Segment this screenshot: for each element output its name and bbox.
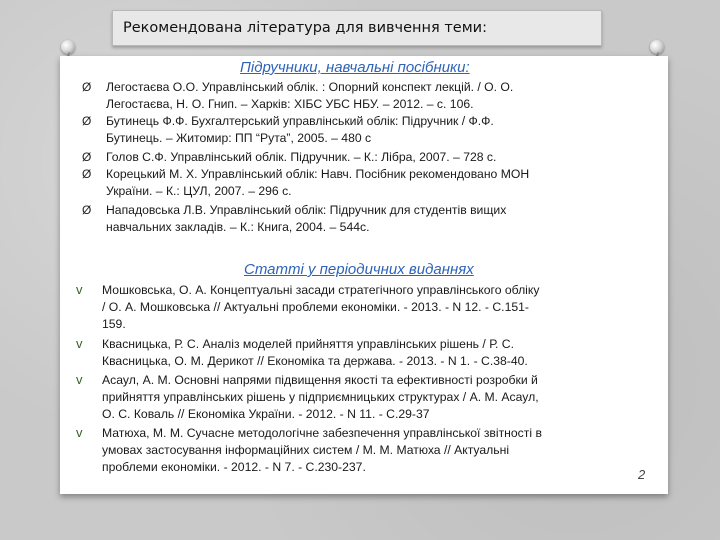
- textbooks-heading: Підручники, навчальні посібники:: [240, 59, 470, 76]
- articles-heading: Статті у періодичних виданнях: [244, 261, 474, 278]
- textbook-line: Бутинець Ф.Ф. Бухгалтерський управлінський облік: Підручник / Ф.Ф.: [106, 114, 494, 128]
- slide-title-bar: [112, 10, 602, 46]
- textbook-item: [106, 149, 496, 166]
- article-line: Мошковська, О. А. Концептуальні засади стратегічного управлінського обліку: [102, 283, 540, 297]
- textbook-line: Легостаєва, Н. О. Гнип. – Харків: ХІБС УБС НБУ. – 2012. – с. 106.: [106, 96, 474, 111]
- article-item: [102, 425, 542, 475]
- arrow-bullet-icon: Ø: [82, 80, 92, 94]
- article-line: проблеми економіки. - 2012. - N 7. - С.230-237.: [102, 459, 366, 474]
- arrow-bullet-icon: Ø: [82, 150, 92, 164]
- arrow-bullet-icon: Ø: [82, 167, 92, 181]
- article-line: Матюха, М. М. Сучасне методологічне забезпечення управлінської звітності в: [102, 426, 542, 440]
- textbook-line: України. – К.: ЦУЛ, 2007. – 296 с.: [106, 183, 292, 198]
- article-line: Асаул, А. М. Основні напрями підвищення якості та ефективності розробки й: [102, 373, 538, 387]
- textbook-line: Корецький М. Х. Управлінський облік: Навч. Посібник рекомендовано МОН: [106, 167, 530, 181]
- diamond-bullet-icon: v: [76, 336, 83, 351]
- arrow-bullet-icon: Ø: [82, 114, 92, 128]
- diamond-bullet-icon: v: [76, 425, 83, 440]
- article-line: 159.: [102, 316, 126, 331]
- page-number: 2: [638, 467, 646, 482]
- article-item: [102, 282, 539, 332]
- textbook-item: [106, 166, 529, 200]
- article-line: / О. А. Мошковська // Актуальні проблеми економіки. - 2013. - N 12. - С.151-: [102, 299, 529, 314]
- textbook-line: навчальних закладів. – К.: Книга, 2004. – 544с.: [106, 219, 370, 234]
- slide-title: Рекомендована література для вивчення теми:: [123, 20, 487, 36]
- textbook-line: Голов С.Ф. Управлінський облік. Підручник. – К.: Лібра, 2007. – 728 с.: [106, 150, 497, 164]
- pushpin-right-icon: [650, 40, 664, 54]
- article-item: [102, 336, 528, 370]
- diamond-bullet-icon: v: [76, 372, 83, 387]
- article-line: умовах застосування інформаційних систем / М. М. Матюха // Актуальні: [102, 442, 510, 457]
- textbook-line: Бутинець. – Житомир: ПП “Рута”, 2005. – 480 с: [106, 130, 372, 145]
- textbook-line: Нападовська Л.В. Управлінський облік: Підручник для студентів вищих: [106, 203, 507, 217]
- content-sheet: [60, 56, 668, 494]
- article-line: Квасницька, О. М. Дерикот // Економіка та держава. - 2013. - N 1. - С.38-40.: [102, 353, 528, 368]
- article-line: Квасницька, Р. С. Аналіз моделей прийняття управлінських рішень / Р. С.: [102, 337, 514, 351]
- article-item: [102, 372, 539, 422]
- textbook-item: [106, 113, 494, 147]
- textbook-item: [106, 79, 513, 113]
- pushpin-left-icon: [61, 40, 75, 54]
- article-line: прийняття управлінських рішень у підприємницьких структурах / А. М. Асаул,: [102, 389, 539, 404]
- article-line: О. С. Коваль // Економіка України. - 2012. - N 11. - С.29-37: [102, 406, 430, 421]
- textbook-line: Легостаєва О.О. Управлінський облік. : Опорний конспект лекцій. / О. О.: [106, 80, 514, 94]
- textbook-item: [106, 202, 506, 236]
- diamond-bullet-icon: v: [76, 282, 83, 297]
- arrow-bullet-icon: Ø: [82, 203, 92, 217]
- content-area: [60, 56, 668, 494]
